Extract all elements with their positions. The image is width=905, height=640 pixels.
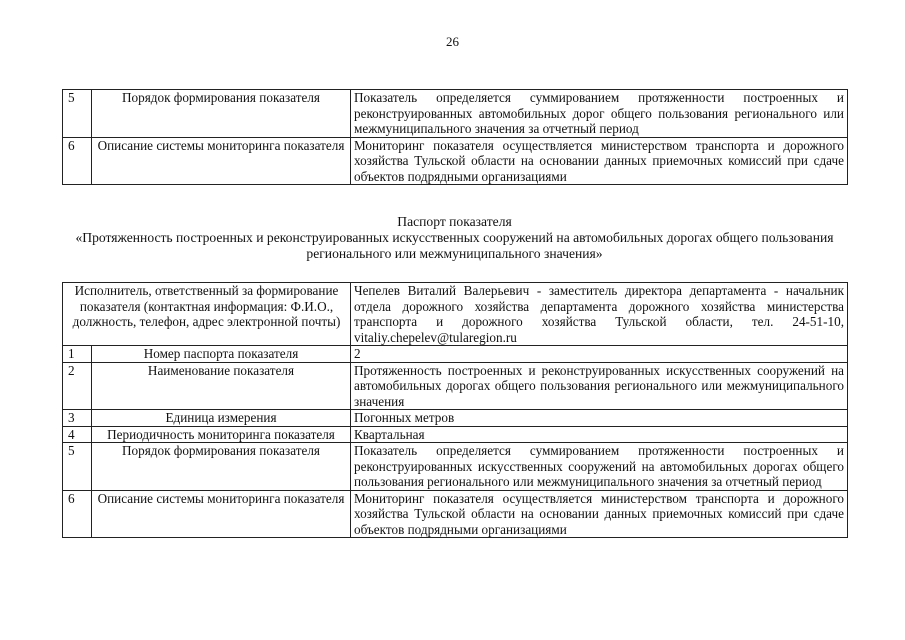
row-label: Порядок формирования показателя — [92, 90, 351, 138]
row-value: Мониторинг показателя осуществляется министерством транспорта и дорожного хозяйства Тульской области на основании данных приемочных комиссий при сдаче объектов подрядными организациями — [351, 490, 848, 538]
row-value: Протяженность построенных и реконструированных искусственных сооружений на автомобильных дорогах общего пользования регионального или межмуниципального значения — [351, 362, 848, 410]
row-number: 6 — [63, 490, 92, 538]
table-row — [63, 137, 848, 185]
row-value: Мониторинг показателя осуществляется министерством транспорта и дорожного хозяйства Тульской области на основании данных приемочных комиссий при сдаче объектов подрядными организациями — [351, 137, 848, 185]
table-header-row — [63, 283, 848, 346]
row-number: 4 — [63, 426, 92, 443]
row-label: Периодичность мониторинга показателя — [92, 426, 351, 443]
passport-subtitle: «Протяженность построенных и реконструированных искусственных сооружений на автомобильных дорогах общего пользования регионального или межмуниципального значения» — [75, 230, 834, 261]
page-number: 26 — [446, 34, 459, 49]
table-row — [63, 410, 848, 427]
row-number: 1 — [63, 346, 92, 363]
table-row — [63, 490, 848, 538]
passport-title: Паспорт показателя — [397, 214, 512, 229]
responsible-label: Исполнитель, ответственный за формирование показателя (контактная информация: Ф.И.О., должность, телефон, адрес электронной почты) — [63, 283, 351, 346]
row-label: Единица измерения — [92, 410, 351, 427]
row-value: Погонных метров — [351, 410, 848, 427]
row-label: Описание системы мониторинга показателя — [92, 137, 351, 185]
row-number: 2 — [63, 362, 92, 410]
row-number: 5 — [63, 90, 92, 138]
row-value: Показатель определяется суммированием протяженности построенных и реконструированных искусственных сооружений на автомобильных дорогах общего пользования регионального или межмуниципального значения за отчетный период — [351, 443, 848, 491]
row-value: Показатель определяется суммированием протяженности построенных и реконструированных автомобильных дорог общего пользования регионального или межмуниципального значения за отчетный период — [351, 90, 848, 138]
row-value: Квартальная — [351, 426, 848, 443]
passport-table — [62, 282, 848, 538]
row-number: 3 — [63, 410, 92, 427]
row-label: Описание системы мониторинга показателя — [92, 490, 351, 538]
row-label: Порядок формирования показателя — [92, 443, 351, 491]
table-row — [63, 443, 848, 491]
table-row — [63, 90, 848, 138]
table-row — [63, 426, 848, 443]
table-row — [63, 346, 848, 363]
row-label: Номер паспорта показателя — [92, 346, 351, 363]
indicator-table-continued — [62, 89, 848, 185]
responsible-value: Чепелев Виталий Валерьевич - заместитель директора департамента - начальник отдела дорожного хозяйства департамента дорожного хозяйства министерства транспорта и дорожного хозяйства Тульской области, тел. 24-51-10, vitaliy.chepelev@tularegion.ru — [351, 283, 848, 346]
row-label: Наименование показателя — [92, 362, 351, 410]
table-row — [63, 362, 848, 410]
row-number: 5 — [63, 443, 92, 491]
passport-heading — [62, 214, 847, 262]
row-number: 6 — [63, 137, 92, 185]
row-value: 2 — [351, 346, 848, 363]
